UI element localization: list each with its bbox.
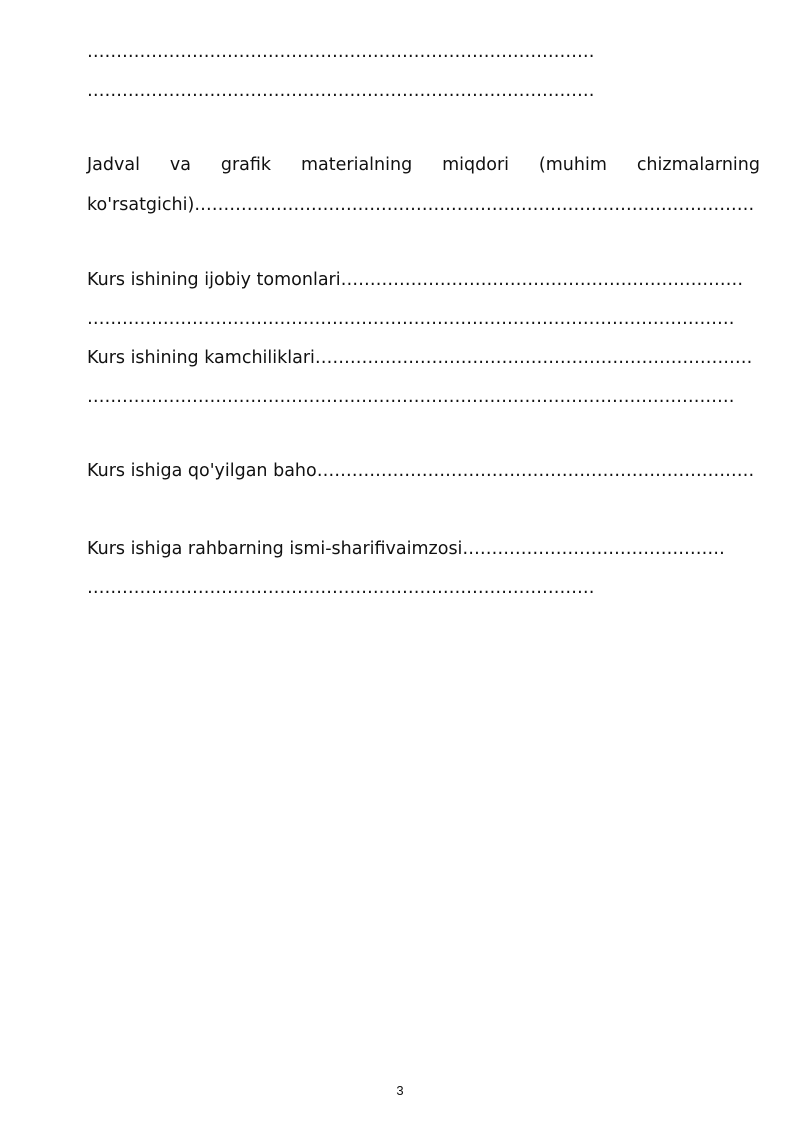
shortcomings-continuation: ………………………………………………………………………………………………… [87, 387, 735, 407]
leader-line-2: …………………………………………………………………………… [87, 81, 595, 101]
supervisor-label: Kurs ishiga rahbarning ismi-sharifivaimzosi……………………………………… [87, 539, 725, 559]
leader-line-1: …………………………………………………………………………… [87, 42, 595, 62]
word: materialning [300, 155, 413, 175]
word: (muhim [538, 155, 607, 175]
positive-aspects-continuation: ………………………………………………………………………………………………… [87, 309, 735, 329]
supervisor-continuation: …………………………………………………………………………… [87, 578, 595, 598]
positive-aspects-label: Kurs ishining ijobiy tomonlari…………………………………………………………… [87, 270, 744, 290]
word: va [169, 155, 191, 175]
word: grafik [220, 155, 272, 175]
word: miqdori [442, 155, 509, 175]
grade-label: Kurs ishiga qo'yilgan baho………………………………………………………………… [87, 461, 755, 481]
word: Jadval [87, 155, 140, 175]
page-number: 3 [396, 1083, 404, 1098]
table-graphics-line-1 [87, 157, 760, 175]
shortcomings-label: Kurs ishining kamchiliklari………………………………………………………………… [87, 348, 753, 368]
word: chizmalarning [636, 155, 760, 175]
table-graphics-line-2: ko'rsatgichi)…………………………………………………………………………………… [87, 195, 755, 215]
